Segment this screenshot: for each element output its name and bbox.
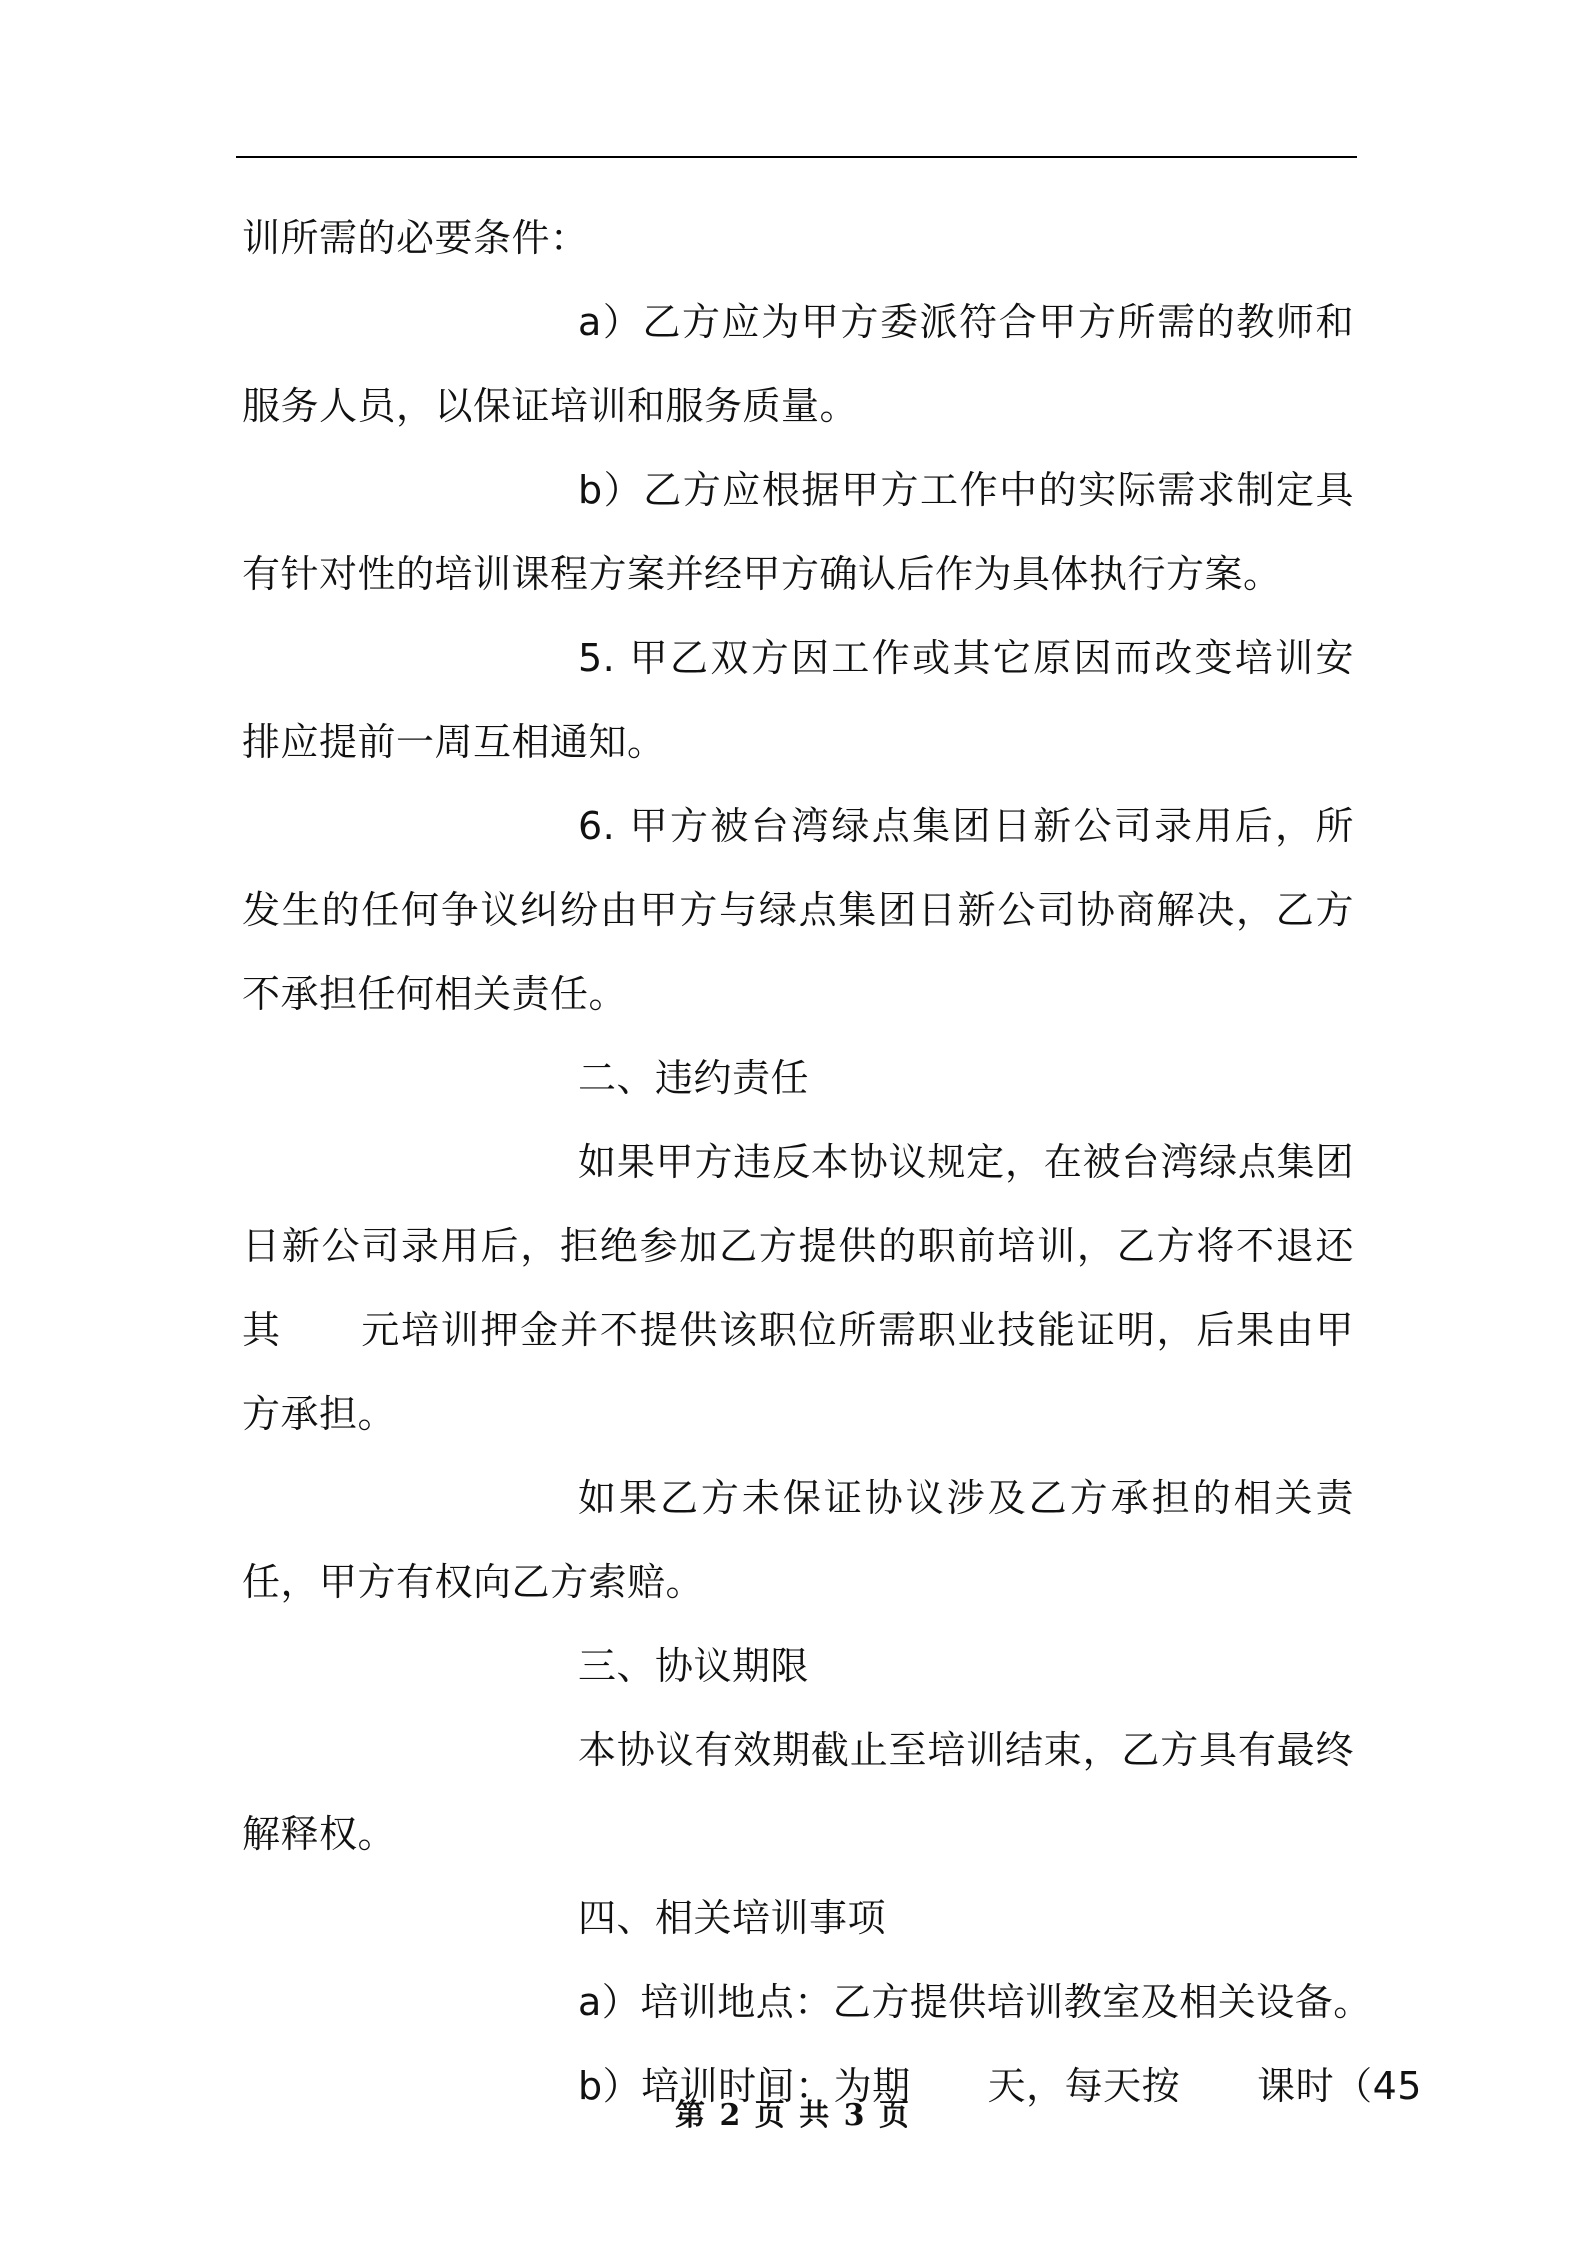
- paragraph-item-a: a）乙方应为甲方委派符合甲方所需的教师和服务人员，以保证培训和服务质量。: [242, 300, 1354, 428]
- header-rule: [236, 156, 1357, 158]
- training-location-line: a）培训地点：乙方提供培训教室及相关设备。: [578, 1980, 1372, 2024]
- paragraph-term: 本协议有效期截止至培训结束，乙方具有最终解释权。: [242, 1728, 1354, 1856]
- section-heading-training-matters: 四、相关培训事项: [578, 1896, 887, 1940]
- page-number-footer: 第 2 页 共 3 页: [675, 2098, 911, 2133]
- document-body: [242, 196, 1422, 2128]
- paragraph-clause-6: 6. 甲方被台湾绿点集团日新公司录用后，所发生的任何争议纠纷由甲方与绿点集团日新公司协商解决，乙方不承担任何相关责任。: [242, 804, 1354, 1016]
- paragraph-breach-party-a: 如果甲方违反本协议规定，在被台湾绿点集团日新公司录用后，拒绝参加乙方提供的职前培训，乙方将不退还其 元培训押金并不提供该职位所需职业技能证明，后果由甲方承担。: [242, 1140, 1354, 1436]
- paragraph-clause-5: 5. 甲乙双方因工作或其它原因而改变培训安排应提前一周互相通知。: [242, 636, 1354, 764]
- section-heading-breach: 二、违约责任: [578, 1056, 810, 1100]
- paragraph-conditions-continued: 训所需的必要条件：: [242, 216, 589, 260]
- section-heading-term: 三、协议期限: [578, 1644, 810, 1688]
- training-time-line: b）培训时间：为期 天，每天按 课时（45: [578, 2064, 1422, 2108]
- paragraph-item-b: b）乙方应根据甲方工作中的实际需求制定具有针对性的培训课程方案并经甲方确认后作为具体执行方案。: [242, 468, 1354, 596]
- paragraph-breach-party-b: 如果乙方未保证协议涉及乙方承担的相关责任，甲方有权向乙方索赔。: [242, 1476, 1354, 1604]
